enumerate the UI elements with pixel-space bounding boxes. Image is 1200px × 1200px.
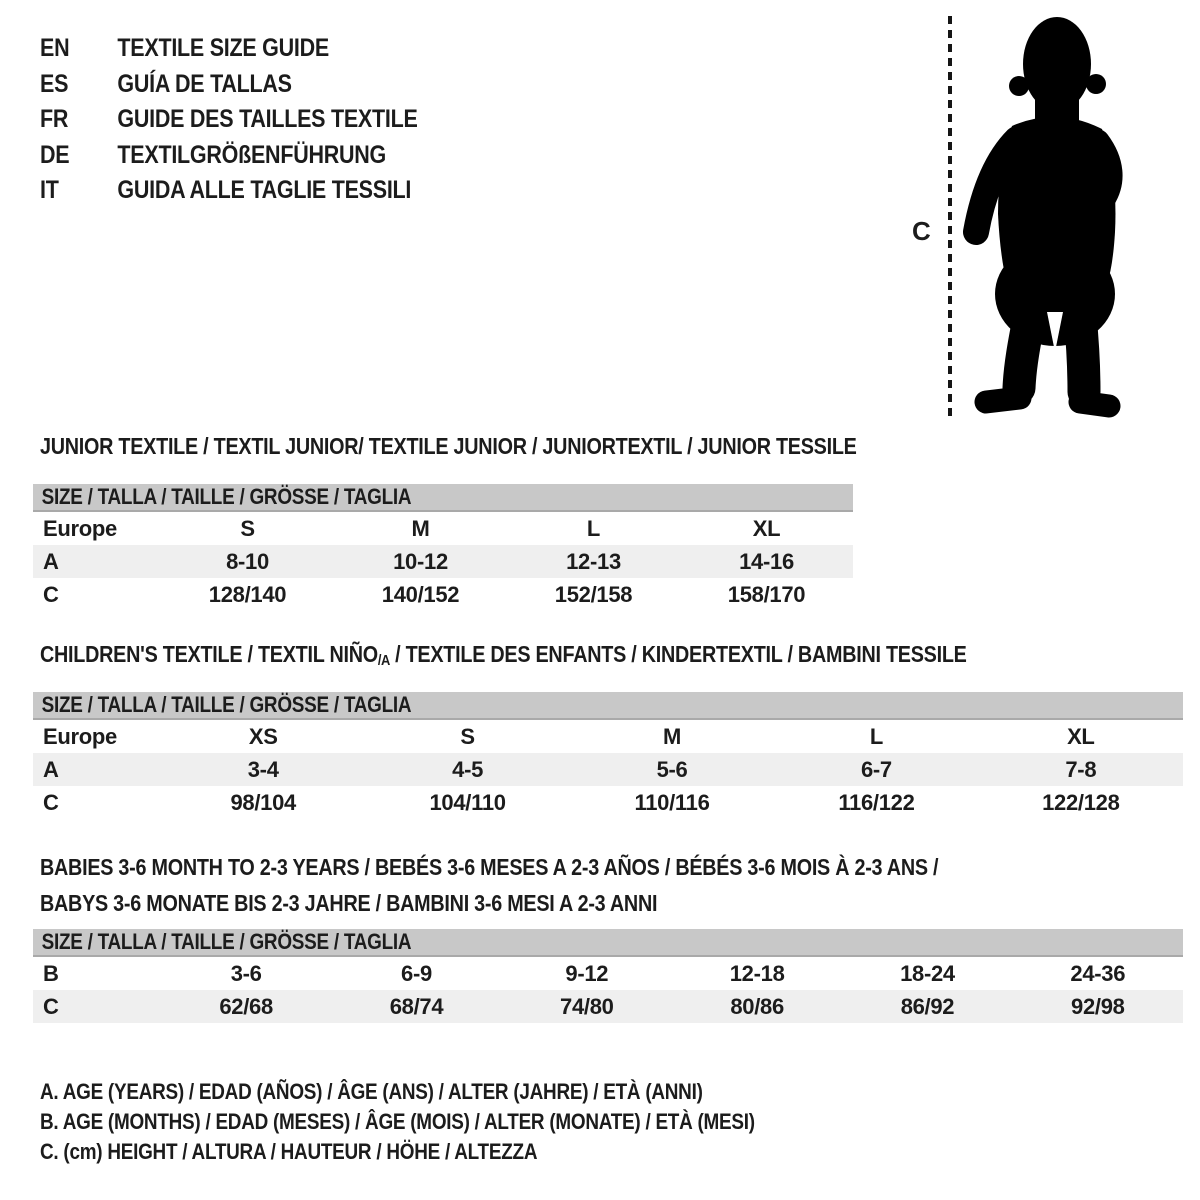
height-label-c: C — [912, 216, 931, 246]
babies-title-line2: BABYS 3-6 MONATE BIS 2-3 JAHRE / BAMBINI 3-6 MESI A 2-3 ANNI — [40, 890, 658, 916]
size-header-band — [33, 484, 853, 512]
lang-row-it — [40, 173, 418, 209]
guide-title-it: GUIDA ALLE TAGLIE TESSILI — [117, 176, 412, 205]
table-cell: 74/80 — [560, 993, 614, 1019]
babies-section-title — [40, 849, 938, 921]
table-cell: 3-6 — [230, 960, 262, 986]
language-title-list — [40, 31, 479, 209]
table-cell: S — [240, 515, 255, 541]
table-cell: 86/92 — [900, 993, 955, 1019]
guide-title-es: GUÍA DE TALLAS — [117, 69, 292, 98]
row-label: C — [43, 789, 59, 815]
table-cell: 110/116 — [634, 789, 710, 815]
table-cell: XL — [752, 515, 781, 541]
babies-title-line1: BABIES 3-6 MONTH TO 2-3 YEARS / BEBÉS 3-6 MESES A 2-3 AÑOS / BÉBÉS 3-6 MOIS À 2-3 ANS / — [40, 854, 939, 880]
table-row — [33, 753, 1183, 786]
table-cell: 80/86 — [730, 993, 784, 1019]
table-cell: L — [586, 515, 601, 541]
guide-title-en: TEXTILE SIZE GUIDE — [117, 34, 329, 63]
size-header-text: SIZE / TALLA / TAILLE / GRÖSSE / TAGLIA — [41, 692, 412, 717]
legend-line-b: B. AGE (MONTHS) / EDAD (MESES) / ÂGE (MOIS) / ALTER (MONATE) / ETÀ (MESI) — [40, 1109, 755, 1134]
lang-code: DE — [40, 140, 70, 169]
table-cell: L — [869, 723, 883, 749]
lang-row-en — [40, 31, 418, 67]
children-section-title — [40, 641, 967, 669]
table-row — [33, 578, 853, 611]
table-cell: S — [460, 723, 475, 749]
height-dashed-line — [948, 16, 952, 418]
table-cell: XL — [1067, 723, 1095, 749]
size-header-band — [33, 929, 1183, 957]
table-cell: 3-4 — [247, 756, 279, 782]
row-label: Europe — [43, 515, 117, 541]
children-title-pre: CHILDREN'S TEXTILE / TEXTIL NIÑO — [40, 641, 378, 667]
babies-size-table — [33, 929, 1183, 1023]
lang-row-fr — [40, 102, 418, 138]
row-label: C — [43, 993, 59, 1019]
children-title-post: / TEXTILE DES ENFANTS / KINDERTEXTIL / BAMBINI TESSILE — [389, 641, 967, 667]
table-cell: 6-9 — [401, 960, 432, 986]
lang-code: FR — [40, 105, 69, 134]
table-cell: 98/104 — [230, 789, 296, 815]
lang-code: ES — [40, 69, 69, 98]
table-row — [33, 512, 853, 545]
lang-row-es — [40, 67, 418, 103]
table-cell: 18-24 — [900, 960, 955, 986]
row-label: Europe — [43, 723, 117, 749]
table-row — [33, 786, 1183, 819]
table-cell: 14-16 — [739, 548, 794, 574]
baby-silhouette-icon — [962, 14, 1140, 418]
table-cell: XS — [248, 723, 278, 749]
children-title-sub: /A — [377, 652, 390, 669]
legend — [40, 1079, 871, 1169]
junior-size-table — [33, 484, 853, 611]
table-cell: 140/152 — [381, 581, 460, 607]
table-row — [33, 720, 1183, 753]
guide-title-de: TEXTILGRÖßENFÜHRUNG — [117, 140, 387, 169]
table-cell: 116/122 — [838, 789, 915, 815]
row-label: C — [43, 581, 59, 607]
guide-title-fr: GUIDE DES TAILLES TEXTILE — [117, 105, 418, 134]
table-cell: 24-36 — [1070, 960, 1126, 986]
size-header-text: SIZE / TALLA / TAILLE / GRÖSSE / TAGLIA — [41, 929, 412, 954]
table-row — [33, 545, 853, 578]
table-cell: 68/74 — [389, 993, 444, 1019]
children-size-table — [33, 692, 1183, 819]
row-label: A — [43, 756, 59, 782]
table-cell: 158/170 — [727, 581, 806, 607]
size-header-text: SIZE / TALLA / TAILLE / GRÖSSE / TAGLIA — [41, 484, 412, 509]
table-cell: 12-18 — [729, 960, 785, 986]
table-cell: 9-12 — [565, 960, 609, 986]
row-label: A — [43, 548, 59, 574]
lang-code: IT — [40, 176, 59, 205]
table-cell: 128/140 — [208, 581, 287, 607]
table-cell: 5-6 — [656, 756, 688, 782]
junior-section-title: JUNIOR TEXTILE / TEXTIL JUNIOR/ TEXTILE JUNIOR / JUNIORTEXTIL / JUNIOR TESSILE — [40, 433, 857, 459]
table-cell: M — [663, 723, 682, 749]
table-cell: 7-8 — [1065, 756, 1097, 782]
row-label: B — [43, 960, 59, 986]
legend-line-c: C. (cm) HEIGHT / ALTURA / HAUTEUR / HÖHE / ALTEZZA — [40, 1139, 538, 1164]
size-header-band — [33, 692, 1183, 720]
table-cell: 152/158 — [554, 581, 633, 607]
table-row — [33, 990, 1183, 1023]
table-cell: 122/128 — [1042, 789, 1120, 815]
table-cell: 10-12 — [393, 548, 448, 574]
table-cell: 6-7 — [860, 756, 892, 782]
table-cell: 8-10 — [226, 548, 269, 574]
table-cell: 92/98 — [1071, 993, 1125, 1019]
table-cell: 4-5 — [452, 756, 484, 782]
table-cell: 62/68 — [219, 993, 273, 1019]
lang-code: EN — [40, 34, 70, 63]
table-cell: M — [411, 515, 430, 541]
lang-row-de — [40, 138, 418, 174]
table-cell: 12-13 — [566, 548, 621, 574]
table-row — [33, 957, 1183, 990]
legend-line-a: A. AGE (YEARS) / EDAD (AÑOS) / ÂGE (ANS) / ALTER (JAHRE) / ETÀ (ANNI) — [40, 1079, 703, 1104]
table-cell: 104/110 — [429, 789, 506, 815]
